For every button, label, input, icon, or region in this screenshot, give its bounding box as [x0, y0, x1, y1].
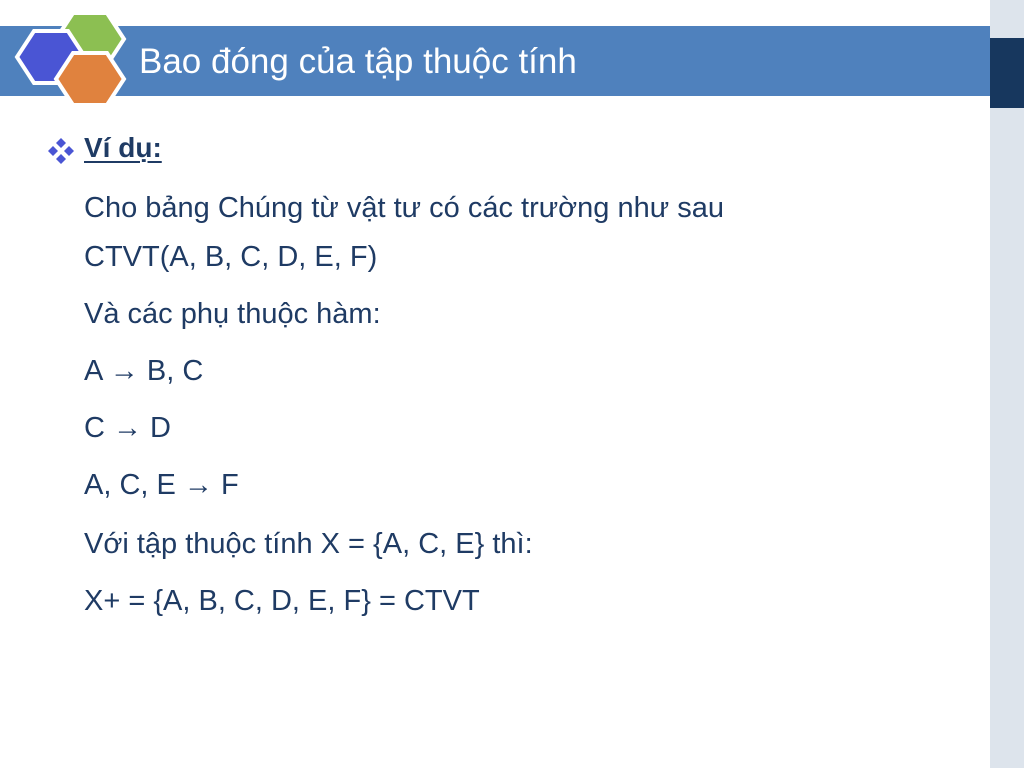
text-line: CTVT(A, B, C, D, E, F)	[84, 241, 378, 273]
text-line: Với tập thuộc tính X = {A, C, E} thì:	[84, 528, 533, 560]
text-line: A → B, C	[84, 355, 204, 387]
diamond-bullet-icon	[46, 136, 76, 166]
example-heading: Ví dụ:	[84, 132, 162, 163]
text-line: Cho bảng Chúng từ vật tư có các trường như sau	[84, 192, 724, 224]
text-line: Và các phụ thuộc hàm:	[84, 298, 381, 330]
text-line: C → D	[84, 412, 171, 444]
side-stripe	[990, 0, 1024, 768]
slide-title: Bao đóng của tập thuộc tính	[139, 42, 577, 81]
side-accent-block	[990, 38, 1024, 108]
text-line: A, C, E → F	[84, 469, 239, 501]
text-line: X+ = {A, B, C, D, E, F} = CTVT	[84, 585, 480, 617]
